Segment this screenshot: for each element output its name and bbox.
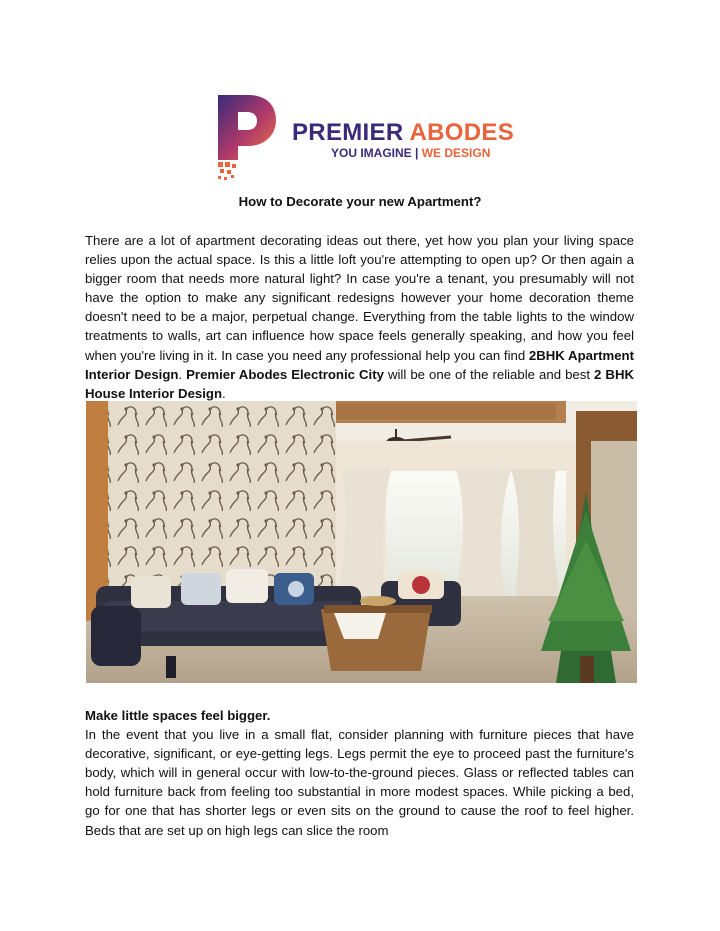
brand-name [292,119,514,147]
intro-text: There are a lot of apartment decorating ideas out there, yet how you plan your living space relies upon the actual space. Is this a little loft you're attempting to open up? Or then again a bigger room that needs more natural light? In case you're a tenant, you presumably will not have the option to make any significant redesigns however your home decoration theme doesn't need to be a major, perpetual change. Everything from the table lights to the window treatments to walls, art can influence how space feels generally speaking, and how you feel when you're living in it. In case you need any professional help you can find [85,233,634,363]
brand-logo [214,92,524,184]
living-room-photo [86,401,637,683]
intro-end: . [222,385,226,401]
link-2bhk-house-interior-design: 2 BHK House Interior Design [85,366,634,401]
brand-word-abodes: ABODES [409,119,515,146]
intro-mid-text: will be one of the reliable and best [383,366,595,382]
brand-tagline [331,146,490,160]
brand-premier-abodes-electronic-city: Premier Abodes Electronic City [186,366,384,382]
article-title: How to Decorate your new Apartment? [238,194,482,209]
tagline-you-imagine: YOU IMAGINE | [331,146,419,160]
tagline-we-design: WE DESIGN [421,146,491,160]
section-heading: Make little spaces feel bigger. [85,708,271,723]
intro-paragraph [85,231,634,403]
intro-separator: . [178,366,187,382]
section-text: In the event that you live in a small flat, consider planning with furniture pieces that have decorative, significant, or eye-getting legs. Legs permit the eye to proceed past the furniture's body, which will in general occur with low-to-the-ground pieces. Glass or reflected tables can hold furniture back from feeling too substantial in more modest spaces. While picking a bed, go for one that has shorter legs or even sits on the ground to cause the roof to feel higher. Beds that are set up on high legs can slice the room [85,727,634,838]
section-paragraph [85,706,634,840]
logo-p-mark-icon [214,92,284,184]
brand-word-premier: PREMIER [292,119,404,146]
link-2bhk-apartment-interior-design: 2BHK Apartment Interior Design [85,347,634,382]
